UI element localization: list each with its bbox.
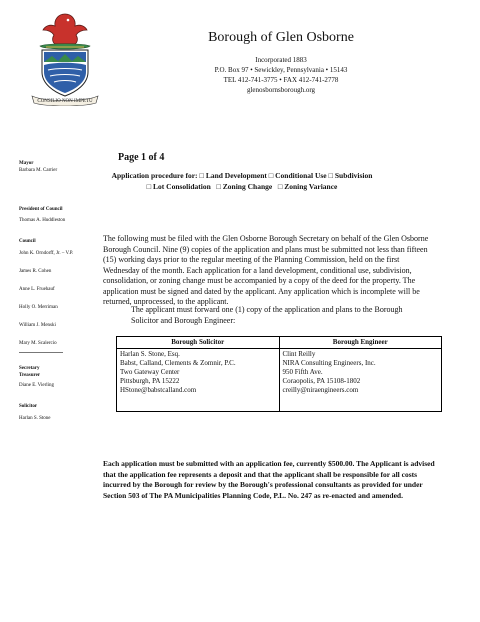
council-member: Holly O. Merriman <box>19 305 58 310</box>
checkbox-zoning-variance[interactable]: □ <box>277 182 283 191</box>
solicitor-name: Harlan S. Stone <box>19 416 51 421</box>
checkbox-land-development[interactable]: □ <box>199 171 204 180</box>
solicitor-line: Harlan S. Stone, Esq. <box>120 350 180 358</box>
sidebar-divider <box>19 352 63 353</box>
contacts-table <box>116 336 442 412</box>
solicitor-role: Solicitor <box>19 404 38 409</box>
application-procedure-heading <box>92 170 392 192</box>
application-prefix: Application procedure for: <box>111 171 198 180</box>
mayor-role: Mayor <box>19 161 34 166</box>
council-member: Mary M. Scalercio <box>19 341 57 346</box>
option-conditional-use: Conditional Use <box>275 171 327 180</box>
solicitor-line: Pittsburgh, PA 15222 <box>120 377 180 385</box>
engineer-line: Coraopolis, PA 15108-1802 <box>282 377 361 385</box>
address-text: P.O. Box 97 • Sewickley, Pennsylvania • 15143 <box>214 66 348 74</box>
option-subdivision: Subdivision <box>334 171 373 180</box>
engineer-line: 950 Fifth Ave. <box>282 368 323 376</box>
option-zoning-change: Zoning Change <box>222 182 273 191</box>
phone-text: TEL 412-741-3775 • FAX 412-741-2778 <box>223 76 339 84</box>
website-text: glenosbornsborough.org <box>246 86 316 94</box>
application-options-line-2 <box>92 181 392 192</box>
option-zoning-variance: Zoning Variance <box>284 182 338 191</box>
mayor-name: Barbara M. Carrier <box>19 168 58 173</box>
letterhead <box>150 30 412 95</box>
crest-motto: CONSILIO NON IMPETU <box>37 99 93 104</box>
application-options-line-1 <box>92 170 392 181</box>
checkbox-zoning-change[interactable]: □ <box>216 182 221 191</box>
president-name: Thomas A. Huddleston <box>19 218 66 223</box>
checkbox-conditional-use[interactable]: □ <box>268 171 274 180</box>
engineer-email[interactable]: creilly@niraengineers.com <box>282 386 359 394</box>
engineer-line: NIRA Consulting Engineers, Inc. <box>282 359 376 367</box>
secretary-role: Secretary <box>19 366 40 371</box>
secretary-name: Diane E. Vierling <box>19 383 55 388</box>
borough-crest-logo <box>28 10 102 106</box>
treasurer-role: Treasurer <box>19 373 41 378</box>
option-land-development: Land Development <box>205 171 267 180</box>
council-member: William J. Menski <box>19 323 56 328</box>
engineer-contact-cell <box>279 349 442 412</box>
page-number: Page 1 of 4 <box>118 152 165 163</box>
solicitor-email[interactable]: HStone@babstcalland.com <box>120 386 197 394</box>
council-role: Council <box>19 239 36 244</box>
solicitor-line: Babst, Calland, Clements & Zomnir, P.C. <box>120 359 236 367</box>
solicitor-contact-cell <box>117 349 280 412</box>
forward-instructions: The applicant must forward one (1) copy of the application and plans to the Borough Solicitor and Borough Engineer: <box>131 305 403 325</box>
intro-paragraph: The following must be filed with the Glen Osborne Borough Secretary on behalf of the Glen Osborne Borough Council. Nine (9) copies of the application and plans must be submitted not less than fifteen (15) working days prior to the regular meeting of the Planning Commission, held on the first Wednesday of the month. Each application for a land development, conditional use, subdivision, consolidation, or zoning change must be accompanied by a copy of the deed for the property. The application must be signed and dated by the applicant. Any application which is incomplete will be returned, unprocessed, to the applicant. <box>103 234 429 306</box>
solicitor-header: Borough Solicitor <box>117 337 280 349</box>
president-role: President of Council <box>19 207 63 212</box>
engineer-line: Clint Reilly <box>282 350 316 358</box>
fee-notice: Each application must be submitted with an application fee, currently $500.00. The Applicant is advised that the application fee represents a deposit and that the applicant shall be responsible for all costs incurred by the Borough for review by the Borough's professional consultants as provided for under Section 503 of The PA Municipalities Planning Code, P.L. No. 247 as re-enacted and amended. <box>103 459 435 500</box>
incorporated-text: Incorporated 1883 <box>255 56 307 64</box>
borough-title: Borough of Glen Osborne <box>208 30 354 45</box>
checkbox-subdivision[interactable]: □ <box>328 171 334 180</box>
option-lot-consolidation: Lot Consolidation <box>153 182 211 191</box>
solicitor-line: Two Gateway Center <box>120 368 180 376</box>
officials-sidebar <box>19 160 99 433</box>
council-member: John K. Orndorff, Jr. – V.P. <box>19 251 74 256</box>
checkbox-lot-consolidation[interactable]: □ <box>146 182 152 191</box>
council-member: James R. Cohen <box>19 269 52 274</box>
engineer-header: Borough Engineer <box>279 337 442 349</box>
council-member: Anne L. Fruehauf <box>19 287 55 292</box>
